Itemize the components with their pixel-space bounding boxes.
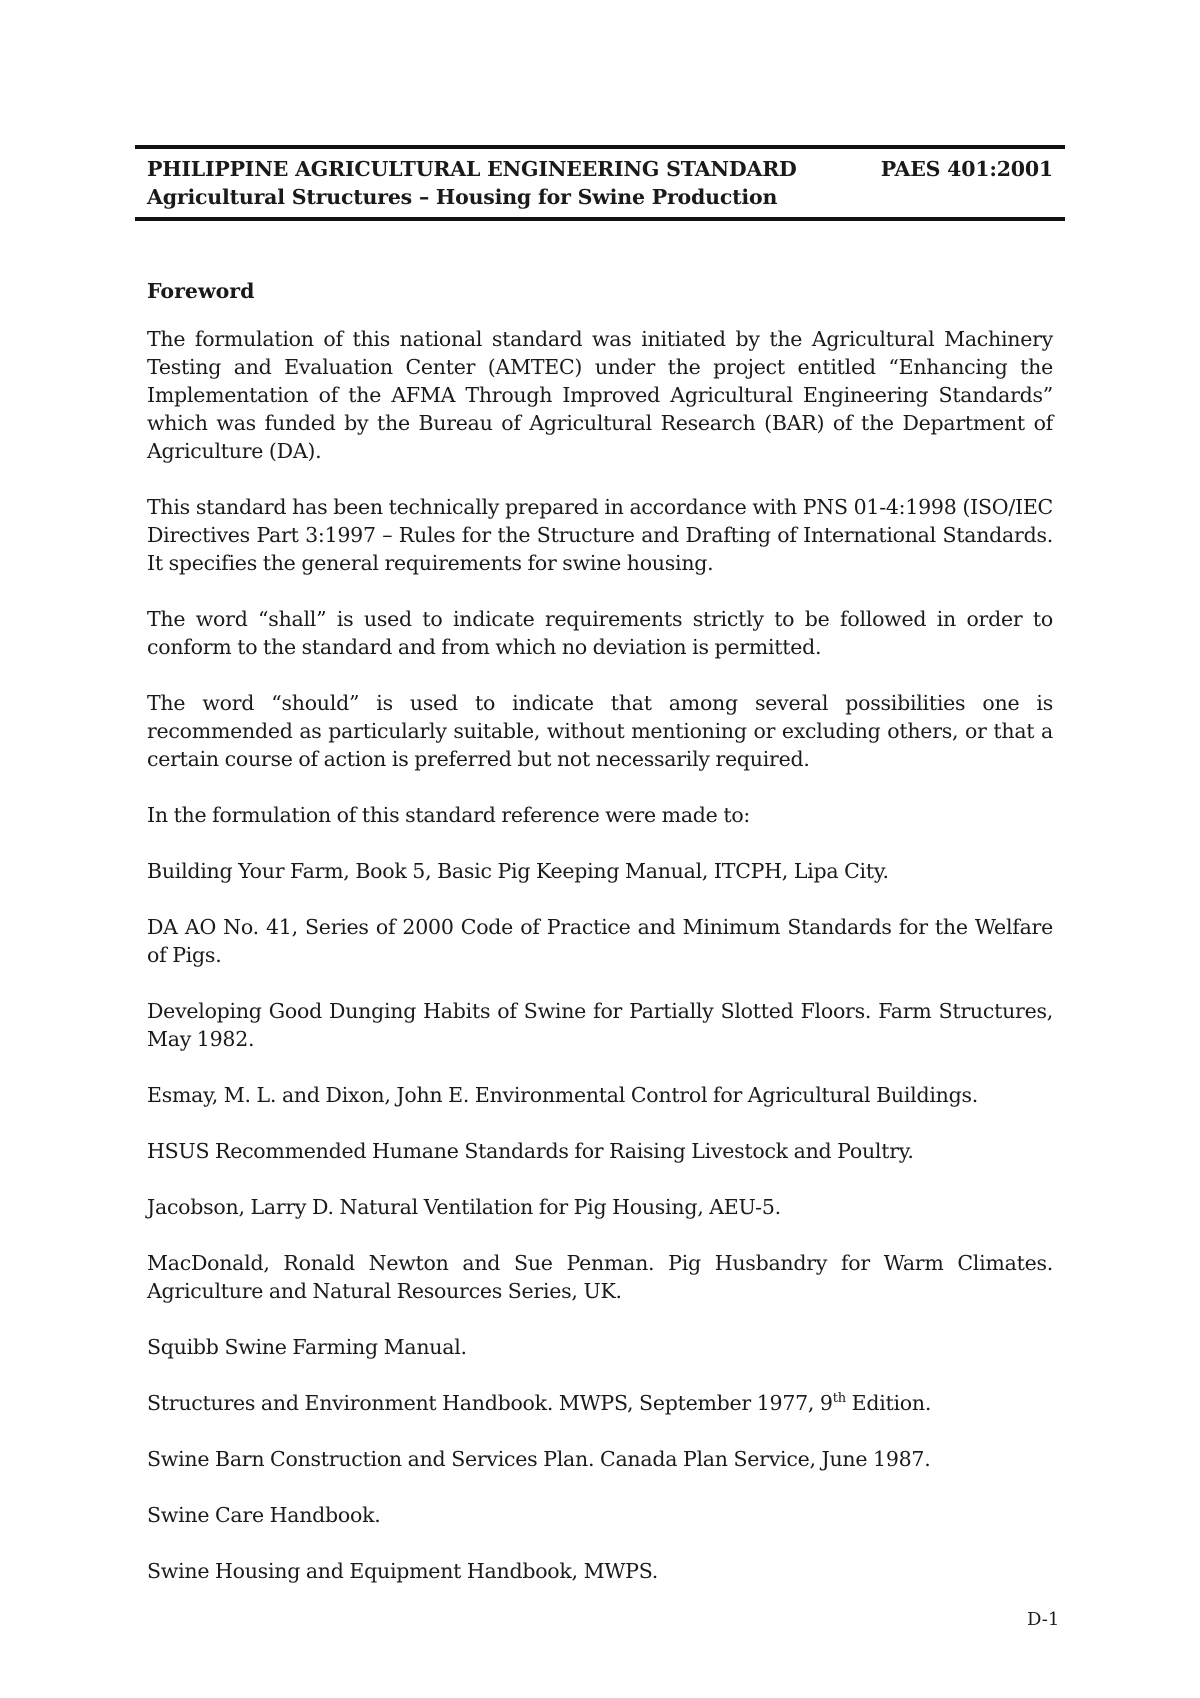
reference-item-mwps (147, 1389, 1053, 1417)
paragraph: The word “shall” is used to indicate requirements strictly to be followed in order to conform to the standard and from which no deviation is permitted. (147, 607, 1053, 659)
header-standard-code: PAES 401:2001 (880, 157, 1053, 181)
reference-item: MacDonald, Ronald Newton and Sue Penman. Pig Husbandry for Warm Climates. Agriculture and Natural Resources Series, UK. (147, 1251, 1053, 1303)
reference-text: Structures and Environment Handbook. MWPS, September 1977, 9 (147, 1391, 833, 1415)
header-title-row (147, 155, 1053, 183)
reference-item: Swine Housing and Equipment Handbook, MWPS. (147, 1559, 659, 1583)
reference-item: Building Your Farm, Book 5, Basic Pig Keeping Manual, ITCPH, Lipa City. (147, 859, 889, 883)
reference-text-end: Edition. (845, 1391, 932, 1415)
reference-item: Swine Care Handbook. (147, 1503, 381, 1527)
document-header (135, 149, 1065, 211)
document-page (135, 145, 1065, 1613)
paragraph: This standard has been technically prepared in accordance with PNS 01-4:1998 (ISO/IEC Directives Part 3:1997 – Rules for the Structure and Drafting of International Standards. It specifies the general requirements for swine housing. (147, 495, 1053, 575)
header-subtitle: Agricultural Structures – Housing for Swine Production (147, 185, 778, 209)
reference-item: Esmay, M. L. and Dixon, John E. Environmental Control for Agricultural Buildings. (147, 1083, 978, 1107)
reference-item: Developing Good Dunging Habits of Swine for Partially Slotted Floors. Farm Structures, May 1982. (147, 999, 1053, 1051)
edition-superscript: th (832, 1391, 846, 1407)
reference-item: Squibb Swine Farming Manual. (147, 1335, 467, 1359)
reference-item: HSUS Recommended Humane Standards for Raising Livestock and Poultry. (147, 1139, 914, 1163)
reference-item: Swine Barn Construction and Services Plan. Canada Plan Service, June 1987. (147, 1447, 931, 1471)
paragraph: The formulation of this national standard was initiated by the Agricultural Machinery Testing and Evaluation Center (AMTEC) under the project entitled “Enhancing the Implementation of the AFMA Through Improved Agricultural Engineering Standards” which was funded by the Bureau of Agricultural Research (BAR) of the Department of Agriculture (DA). (147, 327, 1053, 463)
header-bottom-rule (135, 217, 1065, 221)
section-title: Foreword (147, 279, 255, 303)
paragraph: In the formulation of this standard reference were made to: (147, 803, 751, 827)
header-organization: PHILIPPINE AGRICULTURAL ENGINEERING STANDARD (147, 157, 797, 181)
foreword-section (135, 277, 1065, 1585)
reference-item: DA AO No. 41, Series of 2000 Code of Practice and Minimum Standards for the Welfare of Pigs. (147, 915, 1053, 967)
paragraph: The word “should” is used to indicate that among several possibilities one is recommended as particularly suitable, without mentioning or excluding others, or that a certain course of action is preferred but not necessarily required. (147, 691, 1053, 771)
reference-item: Jacobson, Larry D. Natural Ventilation for Pig Housing, AEU-5. (147, 1195, 781, 1219)
page-number: D-1 (1027, 1609, 1060, 1630)
